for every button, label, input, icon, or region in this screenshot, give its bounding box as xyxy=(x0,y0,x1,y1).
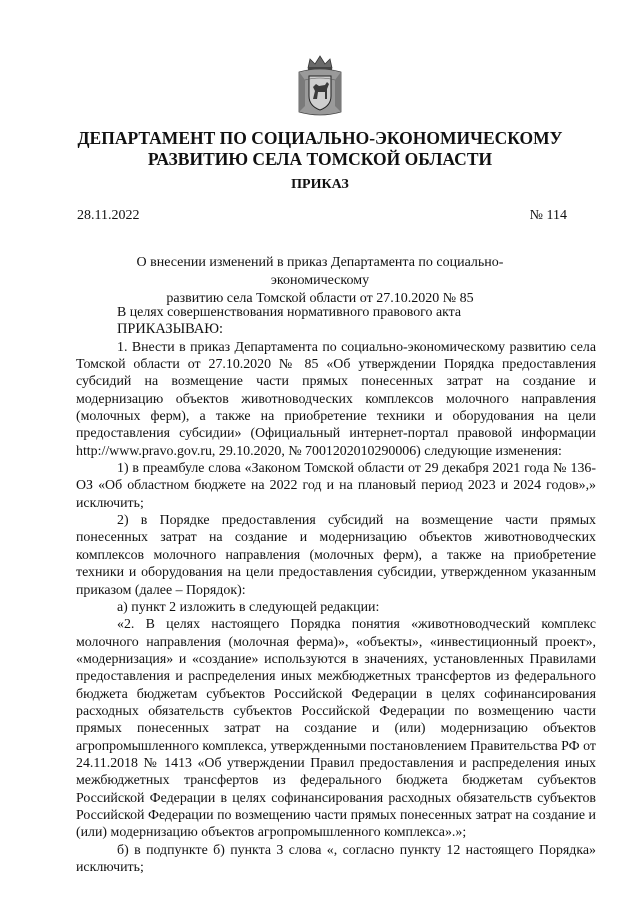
order-date: 28.11.2022 xyxy=(77,208,140,223)
department-title-line-1: ДЕПАРТАМЕНТ ПО СОЦИАЛЬНО-ЭКОНОМИЧЕСКОМУ xyxy=(77,128,563,148)
order-keyword: ПРИКАЗЫВАЮ: xyxy=(117,321,224,338)
document-type: ПРИКАЗ xyxy=(291,177,349,192)
order-number: № 114 xyxy=(529,208,567,223)
subitem-b: б) в подпункте б) пункта 3 слова «, согласно пункту 12 настоящего Порядка» исключить; xyxy=(76,842,596,875)
department-title-line-2: РАЗВИТИЮ СЕЛА ТОМСКОЙ ОБЛАСТИ xyxy=(147,149,493,169)
new-clause-2-text: «2. В целях настоящего Порядка понятия «животноводческий комплекс молочного направления (молочная ферма)», «объекты», «инвестиционный проект», «модернизация» и «создание» используются в значениях, установленных Правилами предоставления и распределения иных межбюджетных трансфертов из федерального бюджета бюджетам субъектов Российской Федерации в целях софинансирования расходных обязательств субъектов Российской Федерации по возмещению части прямых понесенных затрат на создание и (или) модернизацию объектов агропромышленного комплекса, утвержденными постановлением Правительства РФ от 24.11.2018 № 1413 «Об утверждении Правил предоставления и распределения иных межбюджетных трансфертов из федерального бюджета бюджетам субъектов Российской Федерации в целях софинансирования расходных обязательств субъектов Российской Федерации по возмещению части прямых понесенных затрат на создание и (или) модернизацию объектов агропромышленного комплекса».»; xyxy=(76,617,596,841)
subitem-a: а) пункт 2 изложить в следующей редакции: xyxy=(117,599,380,615)
clause-1-item-2: 2) в Порядке предоставления субсидий на возмещение части прямых понесенных затрат на создание и модернизацию объектов животноводческих комплексов молочного направления (молочных ферм), а также на приобретение техники и оборудования на цели предоставления субсидии, утвержденном указанным приказом (далее – Порядок): xyxy=(76,513,596,598)
subject-line-2: развитию села Томской области от 27.10.2020 № 85 xyxy=(166,291,474,306)
preamble-paragraph: В целях совершенствования нормативного правового акта xyxy=(117,305,462,320)
subject-line-1: О внесении изменений в приказ Департамента по социально-экономическому xyxy=(136,255,504,288)
coat-of-arms-icon xyxy=(296,54,344,118)
order-subject xyxy=(97,254,543,308)
clause-1: 1. Внести в приказ Департамента по социально-экономическому развитию села Томской области от 27.10.2020 № 85 «Об утверждении Порядка предоставления субсидий на возмещение части прямых понесенных затрат на создание и модернизацию объектов животноводческих комплексов молочного направления (молочных ферм), а также на приобретение техники и оборудования на цели предоставления субсидии» (Официальный интернет-портал правовой информации http://www.pravo.gov.ru, 29.10.2020, № 7001202010290006) следующие изменения: xyxy=(76,339,596,459)
clause-1-item-1: 1) в преамбуле слова «Законом Томской области от 29 декабря 2021 года № 136-ОЗ «Об областном бюджете на 2022 год и на плановый период 2023 и 2024 годов»,» исключить; xyxy=(76,461,596,511)
order-body xyxy=(76,304,596,876)
